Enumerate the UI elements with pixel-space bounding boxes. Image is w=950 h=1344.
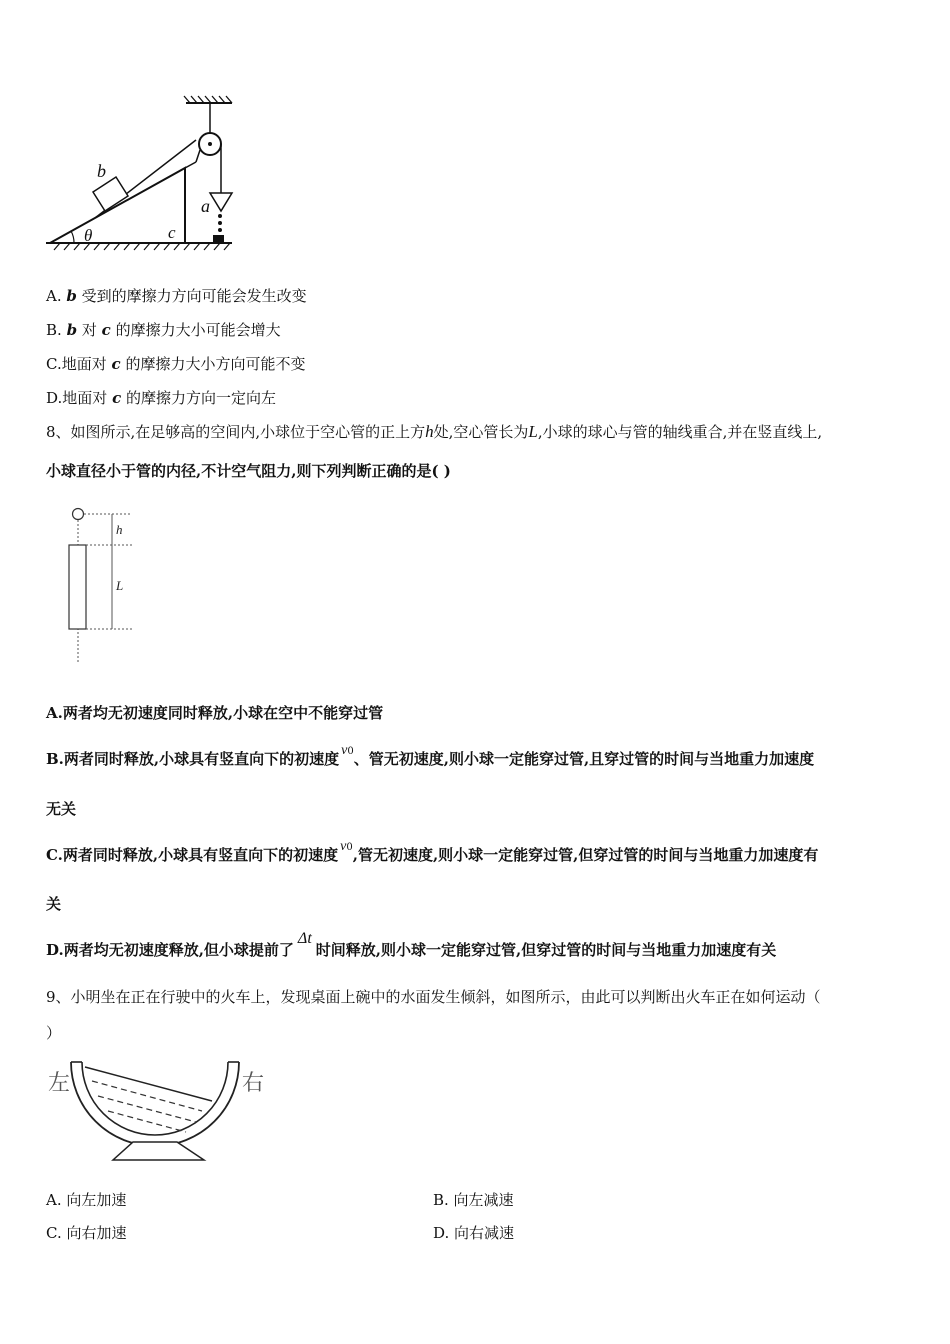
q9-stem-line2: ） [46, 1024, 62, 1042]
option-pre: 地面对 [62, 389, 108, 407]
option-pre: 地面对 [61, 355, 107, 373]
option-var2: c [101, 321, 111, 339]
q9-option-b: B. 向左减速 [433, 1191, 514, 1209]
label-b: b [97, 161, 106, 181]
q8-stem-line2: 小球直径小于管的内径,不计空气阻力,则下列判断正确的是( ) [46, 462, 451, 480]
q8-c-text-1: C.两者同时释放,小球具有竖直向下的初速度 [46, 846, 339, 864]
symbol-v: v [341, 743, 348, 758]
q8-text-3: ,小球的球心与管的轴线重合,并在竖直线上, [537, 423, 823, 441]
q8-text-2: 处,空心管长为 [433, 423, 529, 441]
symbol-h: h [425, 422, 434, 441]
q8-d-text-2: 时间释放,则小球一定能穿过管,但穿过管的时间与当地重力加速度有关 [315, 941, 777, 959]
option-mid: 对 [81, 321, 97, 339]
q9-option-d: D. 向右减速 [433, 1224, 515, 1242]
option-var: b [66, 321, 78, 339]
option-prefix: C. [46, 355, 62, 373]
option-prefix: D. [46, 389, 63, 407]
option-text: 的摩擦力大小方向可能不变 [125, 355, 306, 373]
label-h: h [116, 522, 123, 537]
symbol-delta-t: Δt [297, 930, 312, 947]
option-text: 的摩擦力大小可能会增大 [115, 321, 281, 339]
symbol-v: v [340, 839, 347, 854]
q8-d-text-1: D.两者均无初速度释放,但小球提前了 [46, 941, 294, 959]
q8-option-b-cont: 无关 [46, 800, 77, 818]
q8-c-text-2: ,管无初速度,则小球一定能穿过管,但穿过管的时间与当地重力加速度有 [352, 846, 819, 864]
label-a: a [201, 196, 210, 216]
q8-option-c-cont: 关 [46, 895, 62, 913]
q9-stem-line1: 9、小明坐在正在行驶中的火车上，发现桌面上碗中的水面发生倾斜，如图所示，由此可以判断出火车正在如何运动（ [46, 988, 821, 1006]
label-theta: θ [84, 226, 93, 245]
option-var: c [112, 389, 122, 407]
q8-text-1: 8、如图所示,在足够高的空间内,小球位于空心管的正上方 [46, 423, 426, 441]
option-text: 的摩擦力方向一定向左 [125, 389, 276, 407]
label-L: L [116, 578, 124, 593]
option-text: 受到的摩擦力方向可能会发生改变 [81, 287, 307, 305]
symbol-sub: 0 [346, 842, 353, 853]
option-prefix: B. [46, 321, 62, 339]
label-c: c [168, 223, 176, 242]
q8-option-a: A.两者均无初速度同时释放,小球在空中不能穿过管 [46, 704, 384, 722]
q8-b-text-1: B.两者同时释放,小球具有竖直向下的初速度 [46, 750, 340, 768]
option-var: b [66, 287, 77, 305]
q8-b-text-2: 、管无初速度,则小球一定能穿过管,且穿过管的时间与当地重力加速度 [353, 750, 815, 768]
label-left: 左 [48, 1071, 71, 1096]
symbol-sub: 0 [347, 746, 354, 757]
symbol-L: L [528, 422, 538, 441]
q9-option-c: C. 向右加速 [46, 1224, 127, 1242]
label-right: 右 [242, 1071, 265, 1096]
q9-option-a: A. 向左加速 [46, 1191, 127, 1209]
option-var: c [111, 355, 121, 373]
option-prefix: A. [46, 287, 62, 305]
